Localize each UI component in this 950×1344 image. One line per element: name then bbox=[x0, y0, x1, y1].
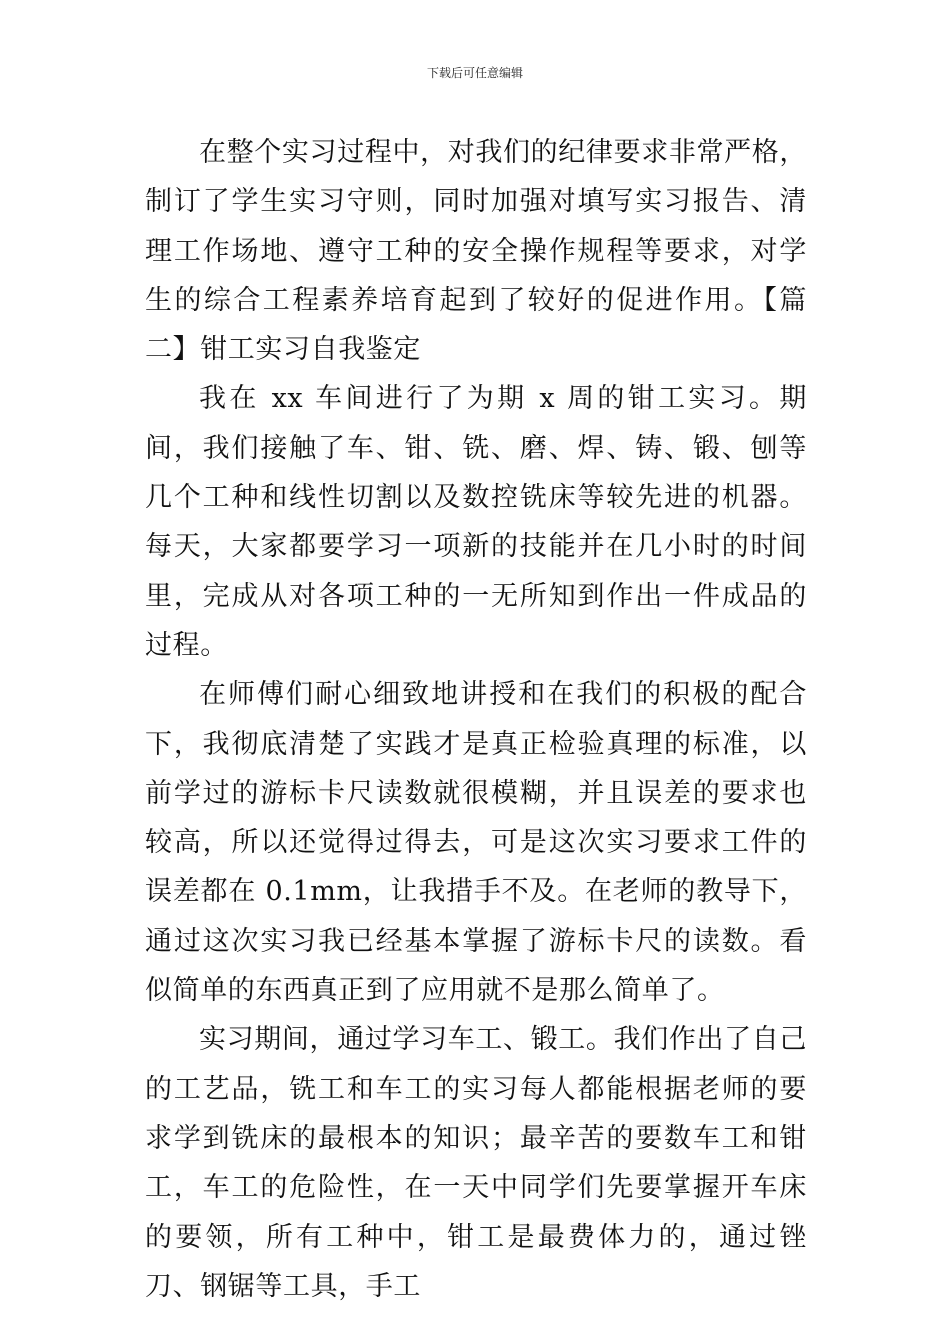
paragraph-caliper: 在师傅们耐心细致地讲授和在我们的积极的配合下，我彻底清楚了实践才是真正检验真理的标准，以前学过的游标卡尺读数就很模糊，并且误差的要求也较高，所以还觉得过得去，可是这次实习要求工件的误差都在 0.1mm，让我措手不及。在老师的教导下，通过这次实习我已经基本掌握了游标卡尺的读数。看似简单的东西真正到了应用就不是那么简单了。 bbox=[145, 679, 807, 1007]
document-body bbox=[145, 128, 807, 1311]
paragraph-practice-period: 实习期间，通过学习车工、锻工。我们作出了自己的工艺品，铣工和车工的实习每人都能根据老师的要求学到铣床的最根本的知识；最辛苦的要数车工和钳工，车工的危险性，在一天中同学们先要掌握开车床的要领，所有工种中，钳工是最费体力的，通过锉刀、钢锯等工具，手工 bbox=[145, 1024, 807, 1302]
paragraph-workshop-intro: 我在 xx 车间进行了为期 x 周的钳工实习。期间，我们接触了车、钳、铣、磨、焊、铸、锻、刨等几个工种和线性切割以及数控铣床等较先进的机器。每天，大家都要学习一项新的技能并在几小时的时间里，完成从对各项工种的一无所知到作出一件成品的过程。 bbox=[145, 383, 807, 661]
page-header-note: 下载后可任意编辑 bbox=[426, 66, 523, 80]
paragraph-discipline: 在整个实习过程中，对我们的纪律要求非常严格，制订了学生实习守则，同时加强对填写实习报告、清理工作场地、遵守工种的安全操作规程等要求，对学生的综合工程素养培育起到了较好的促进作用。【篇二】钳工实习自我鉴定 bbox=[145, 137, 807, 366]
